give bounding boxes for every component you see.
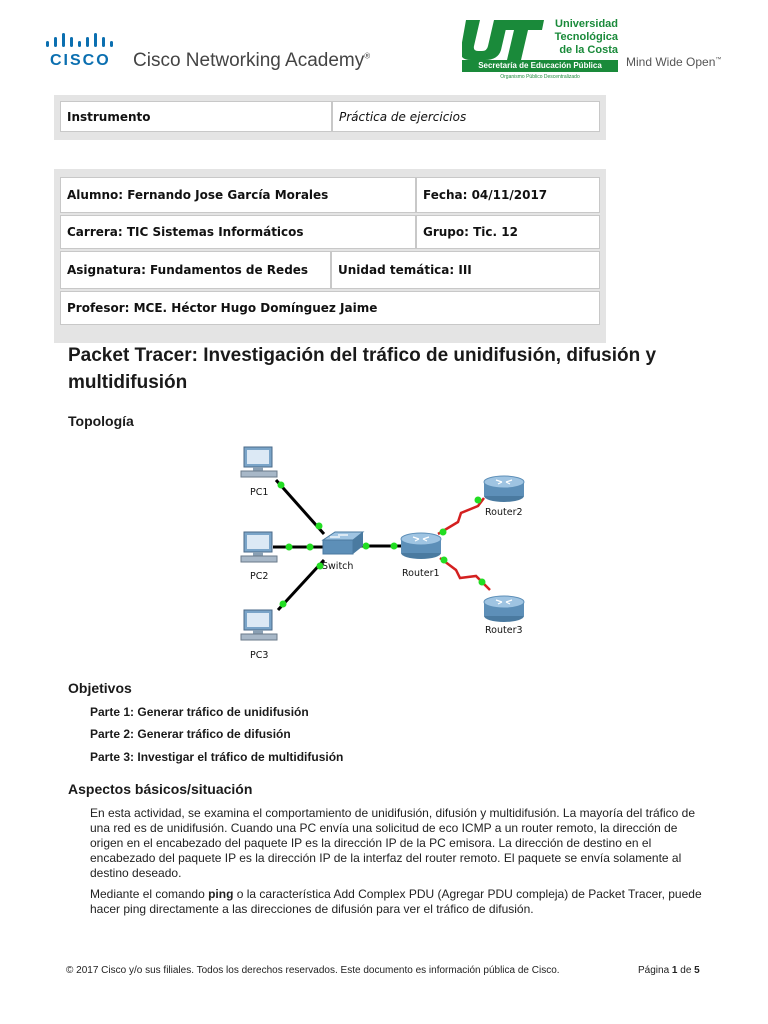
router2-icon xyxy=(484,476,524,502)
router3-icon xyxy=(484,596,524,622)
instrumento-value: Práctica de ejercicios xyxy=(332,101,600,132)
aspectos-heading: Aspectos básicos/situación xyxy=(68,781,253,797)
cisco-wordmark: CISCO xyxy=(50,52,111,69)
pc1-icon xyxy=(241,447,277,477)
footer-copyright: © 2017 Cisco y/o sus filiales. Todos los derechos reservados. Este documento es información pública de Cisco. xyxy=(66,965,560,976)
secretaria-band: Secretaría de Educación Pública xyxy=(462,60,618,72)
page-title: Packet Tracer: Investigación del tráfico de unidifusión, difusión y multidifusión xyxy=(68,345,657,393)
organismo-text: Organismo Público Descentralizado xyxy=(500,74,580,80)
topology-diagram xyxy=(228,440,538,662)
objective-part-3: Parte 3: Investigar el tráfico de multidifusión xyxy=(90,750,344,764)
academy-name: Cisco Networking Academy® xyxy=(133,50,371,71)
serial-link-router2 xyxy=(438,498,484,534)
unidad-cell: Unidad temática: III xyxy=(331,251,600,289)
asignatura-cell: Asignatura: Fundamentos de Redes xyxy=(60,251,331,289)
pc1-label: PC1 xyxy=(250,487,269,498)
paragraph-2: Mediante el comando ping o la característica Add Complex PDU (Agregar PDU compleja) de Packet Tracer, puede hacer ping directamente a las direcciones de difusión para ver el tráfico de difusión. xyxy=(90,887,702,916)
topologia-heading: Topología xyxy=(68,413,134,429)
alumno-cell: Alumno: Fernando Jose García Morales xyxy=(60,177,416,213)
cisco-logo-bars xyxy=(44,32,116,50)
pc3-icon xyxy=(241,610,277,640)
university-name: Universidad Tecnológica de la Costa xyxy=(554,18,618,56)
profesor-cell: Profesor: MCE. Héctor Hugo Domínguez Jaime xyxy=(60,291,600,325)
page-number: Página 1 de 5 xyxy=(638,965,700,976)
pc3-label: PC3 xyxy=(250,650,269,661)
objective-part-1: Parte 1: Generar tráfico de unidifusión xyxy=(90,705,309,719)
fecha-cell: Fecha: 04/11/2017 xyxy=(416,177,600,213)
paragraph-1: En esta actividad, se examina el comportamiento de unidifusión, difusión y multidifusión. La mayoría del tráfico de una red es de unidifusión. Cuando una PC envía una solicitud de eco ICMP a un router remoto, la dirección de origen en el encabezado del paquete IP es la dirección IP de la PC emisora. La dirección de destino en el encabezado del paquete IP es la dirección IP de la interfaz del router remoto. El paquete se envía solamente al destino deseado. xyxy=(90,806,695,880)
router3-label: Router3 xyxy=(485,625,523,636)
router2-label: Router2 xyxy=(485,507,523,518)
tagline: Mind Wide Open™ xyxy=(626,55,722,69)
ut-logo xyxy=(462,16,546,62)
switch-label: Switch xyxy=(322,561,354,572)
pc2-icon xyxy=(241,532,277,562)
objetivos-heading: Objetivos xyxy=(68,680,132,696)
router1-icon xyxy=(401,533,441,559)
carrera-cell: Carrera: TIC Sistemas Informáticos xyxy=(60,215,416,249)
instrumento-label: Instrumento xyxy=(60,101,332,132)
grupo-cell: Grupo: Tic. 12 xyxy=(416,215,600,249)
switch-icon xyxy=(323,532,363,554)
pc2-label: PC2 xyxy=(250,571,269,582)
objective-part-2: Parte 2: Generar tráfico de difusión xyxy=(90,727,291,741)
router1-label: Router1 xyxy=(402,568,440,579)
